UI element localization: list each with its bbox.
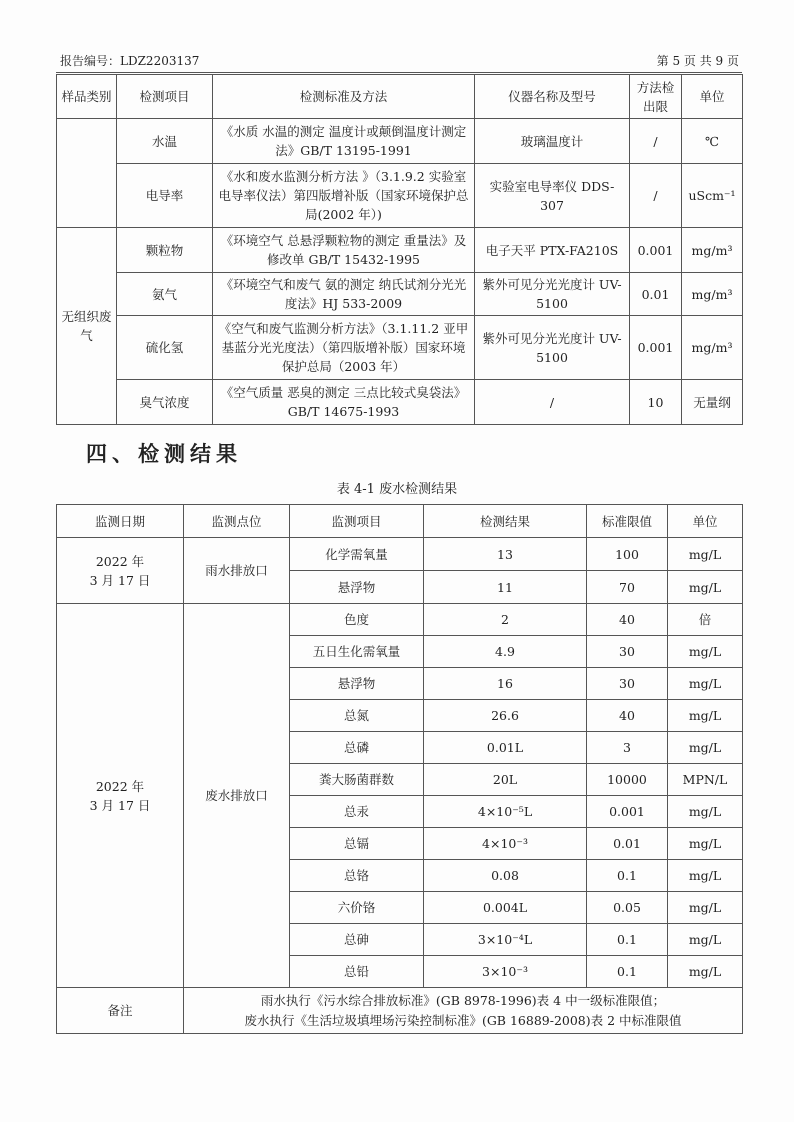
methods-table <box>56 74 743 425</box>
result-cell: 26.6 <box>424 700 587 732</box>
results-table <box>56 504 743 1034</box>
wastewater-outlet-group <box>57 604 743 988</box>
header-divider <box>56 72 742 73</box>
item-cell: 悬浮物 <box>290 571 424 604</box>
limit-cell: 10000 <box>587 764 668 796</box>
unit-cell: mg/m³ <box>682 273 743 316</box>
unit-cell: mg/L <box>668 732 743 764</box>
item-cell: 硫化氢 <box>117 316 213 380</box>
header-result: 检测结果 <box>424 505 587 538</box>
result-cell: 0.004L <box>424 892 587 924</box>
method-row <box>57 228 743 273</box>
item-cell: 色度 <box>290 604 424 636</box>
item-cell: 总磷 <box>290 732 424 764</box>
result-cell: 13 <box>424 538 587 571</box>
unit-cell: mg/L <box>668 860 743 892</box>
unit-cell: 无量纲 <box>682 380 743 425</box>
methods-header-row <box>57 75 743 119</box>
method-row <box>57 119 743 164</box>
unit-cell: mg/L <box>668 892 743 924</box>
unit-cell: mg/L <box>668 828 743 860</box>
limit-cell: 0.001 <box>630 228 682 273</box>
unit-cell: mg/L <box>668 668 743 700</box>
method-row <box>57 164 743 228</box>
limit-cell: 3 <box>587 732 668 764</box>
result-cell: 20L <box>424 764 587 796</box>
item-cell: 粪大肠菌群数 <box>290 764 424 796</box>
rain-outlet-group <box>57 538 743 604</box>
item-cell: 总铅 <box>290 956 424 988</box>
instrument-cell: 紫外可见分光光度计 UV-5100 <box>475 273 630 316</box>
item-cell: 悬浮物 <box>290 668 424 700</box>
item-cell: 化学需氧量 <box>290 538 424 571</box>
limit-cell: 30 <box>587 668 668 700</box>
item-cell: 五日生化需氧量 <box>290 636 424 668</box>
unit-cell: mg/m³ <box>682 316 743 380</box>
date-cell: 2022 年 3 月 17 日 <box>57 538 184 604</box>
category-cell <box>57 119 117 228</box>
item-cell: 总镉 <box>290 828 424 860</box>
limit-cell: / <box>630 119 682 164</box>
note-line-2: 废水执行《生活垃圾填埋场污染控制标准》(GB 16889-2008)表 2 中标准限值 <box>244 1012 682 1028</box>
result-cell: 2 <box>424 604 587 636</box>
limit-cell: 0.001 <box>630 316 682 380</box>
note-text <box>184 988 743 1034</box>
date-cell: 2022 年 3 月 17 日 <box>57 604 184 988</box>
item-cell: 氨气 <box>117 273 213 316</box>
unit-cell: mg/L <box>668 796 743 828</box>
limit-cell: 0.01 <box>630 273 682 316</box>
item-cell: 水温 <box>117 119 213 164</box>
section-title: 四、检测结果 <box>86 442 242 466</box>
method-cell: 《环境空气和废气 氨的测定 纳氏试剂分光光度法》HJ 533-2009 <box>213 273 475 316</box>
limit-cell: 0.1 <box>587 956 668 988</box>
header-category: 样品类别 <box>57 75 117 119</box>
limit-cell: 30 <box>587 636 668 668</box>
instrument-cell: 紫外可见分光光度计 UV-5100 <box>475 316 630 380</box>
header-item: 监测项目 <box>290 505 424 538</box>
limit-cell: 0.05 <box>587 892 668 924</box>
item-cell: 总汞 <box>290 796 424 828</box>
result-cell: 4×10⁻⁵L <box>424 796 587 828</box>
item-cell: 颗粒物 <box>117 228 213 273</box>
unit-cell: mg/L <box>668 700 743 732</box>
limit-cell: 0.1 <box>587 924 668 956</box>
note-line-1: 雨水执行《污水综合排放标准》(GB 8978-1996)表 4 中一级标准限值； <box>260 992 666 1008</box>
unit-cell: MPN/L <box>668 764 743 796</box>
instrument-cell: 实验室电导率仪 DDS-307 <box>475 164 630 228</box>
result-cell: 3×10⁻³ <box>424 956 587 988</box>
method-row <box>57 273 743 316</box>
item-cell: 总铬 <box>290 860 424 892</box>
limit-cell: 0.01 <box>587 828 668 860</box>
page-header <box>60 52 739 70</box>
method-cell: 《环境空气 总悬浮颗粒物的测定 重量法》及修改单 GB/T 15432-1995 <box>213 228 475 273</box>
header-unit: 单位 <box>682 75 743 119</box>
table-row <box>57 538 743 571</box>
method-row <box>57 380 743 425</box>
result-cell: 4×10⁻³ <box>424 828 587 860</box>
header-date: 监测日期 <box>57 505 184 538</box>
note-row <box>57 988 743 1034</box>
unit-cell: mg/L <box>668 924 743 956</box>
method-row <box>57 316 743 380</box>
header-limit: 标准限值 <box>587 505 668 538</box>
unit-cell: mg/m³ <box>682 228 743 273</box>
table-row <box>57 604 743 636</box>
header-limit: 方法检出限 <box>630 75 682 119</box>
point-cell: 雨水排放口 <box>184 538 290 604</box>
unit-cell: uScm⁻¹ <box>682 164 743 228</box>
result-cell: 0.01L <box>424 732 587 764</box>
item-cell: 总砷 <box>290 924 424 956</box>
point-cell: 废水排放口 <box>184 604 290 988</box>
result-cell: 4.9 <box>424 636 587 668</box>
item-cell: 电导率 <box>117 164 213 228</box>
limit-cell: 10 <box>630 380 682 425</box>
unit-cell: ℃ <box>682 119 743 164</box>
note-label: 备注 <box>57 988 184 1034</box>
limit-cell: / <box>630 164 682 228</box>
unit-cell: mg/L <box>668 956 743 988</box>
result-cell: 0.08 <box>424 860 587 892</box>
method-cell: 《水和废水监测分析方法 》（3.1.9.2 实验室电导率仪法）第四版增补版（国家环境保护总局(2002 年）) <box>213 164 475 228</box>
unit-cell: 倍 <box>668 604 743 636</box>
limit-cell: 40 <box>587 700 668 732</box>
header-method: 检测标准及方法 <box>213 75 475 119</box>
result-cell: 3×10⁻⁴L <box>424 924 587 956</box>
header-instrument: 仪器名称及型号 <box>475 75 630 119</box>
item-cell: 六价铬 <box>290 892 424 924</box>
method-cell: 《空气质量 恶臭的测定 三点比较式臭袋法》GB/T 14675-1993 <box>213 380 475 425</box>
report-number: 报告编号：LDZ2203137 <box>60 54 200 68</box>
unit-cell: mg/L <box>668 538 743 571</box>
category-cell: 无组织废气 <box>57 228 117 425</box>
page-number: 第 5 页 共 9 页 <box>656 54 739 68</box>
limit-cell: 0.1 <box>587 860 668 892</box>
method-cell: 《空气和废气监测分析方法》（3.1.11.2 亚甲基蓝分光光度法）（第四版增补版）国家环境保护总局（2003 年） <box>213 316 475 380</box>
result-cell: 16 <box>424 668 587 700</box>
result-cell: 11 <box>424 571 587 604</box>
item-cell: 臭气浓度 <box>117 380 213 425</box>
limit-cell: 70 <box>587 571 668 604</box>
unit-cell: mg/L <box>668 636 743 668</box>
limit-cell: 100 <box>587 538 668 571</box>
instrument-cell: 玻璃温度计 <box>475 119 630 164</box>
table-caption: 表 4-1 废水检测结果 <box>336 482 458 497</box>
instrument-cell: / <box>475 380 630 425</box>
limit-cell: 0.001 <box>587 796 668 828</box>
instrument-cell: 电子天平 PTX-FA210S <box>475 228 630 273</box>
unit-cell: mg/L <box>668 571 743 604</box>
method-cell: 《水质 水温的测定 温度计或颠倒温度计测定法》GB/T 13195-1991 <box>213 119 475 164</box>
results-header-row <box>57 505 743 538</box>
limit-cell: 40 <box>587 604 668 636</box>
header-point: 监测点位 <box>184 505 290 538</box>
header-unit: 单位 <box>668 505 743 538</box>
header-item: 检测项目 <box>117 75 213 119</box>
item-cell: 总氮 <box>290 700 424 732</box>
